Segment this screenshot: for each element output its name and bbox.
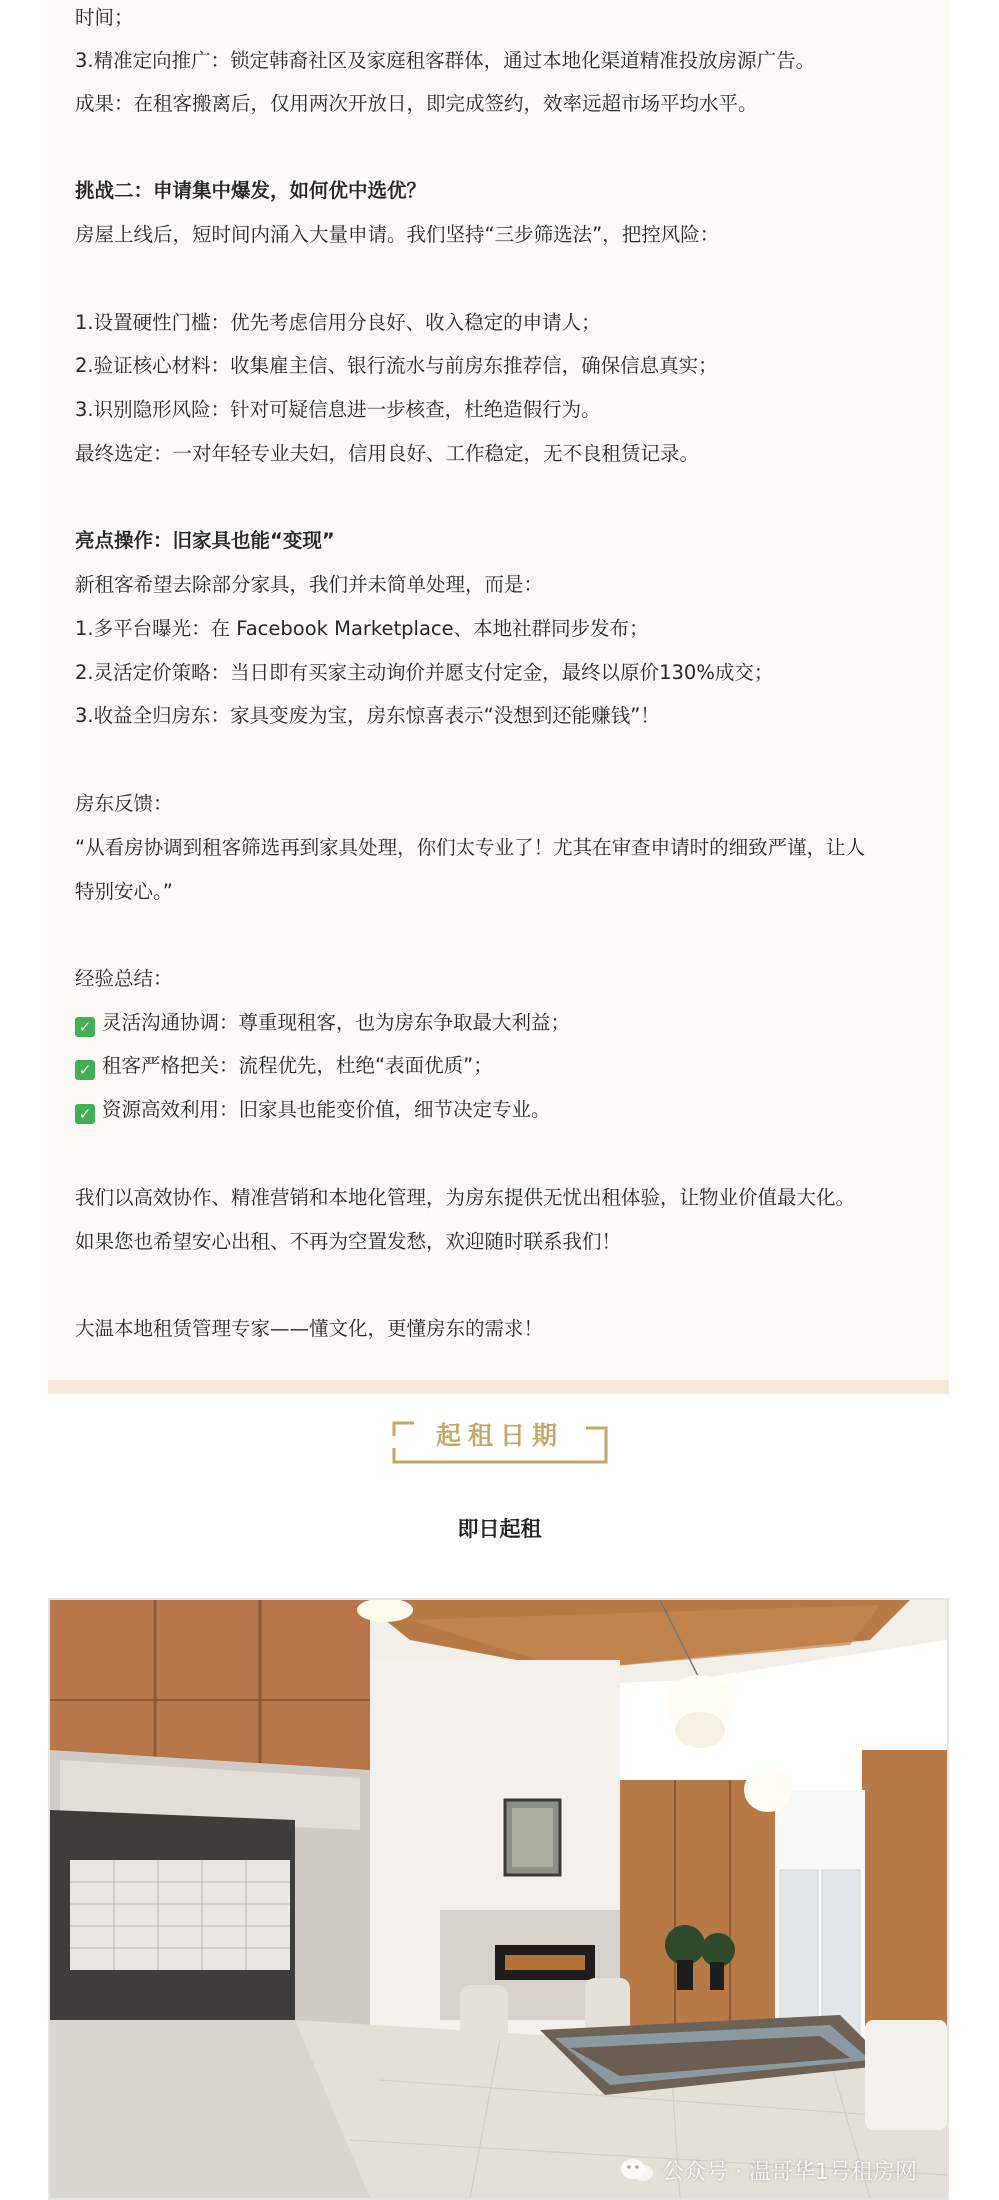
watermark xyxy=(620,2154,917,2186)
list-item: 2.验证核心材料：收集雇主信、银行流水与前房东推荐信，确保信息真实； xyxy=(75,354,718,377)
checklist-item xyxy=(75,1008,570,1038)
list-item: 3.识别隐形风险：针对可疑信息进一步核查，杜绝造假行为。 xyxy=(75,398,601,421)
article-line: 最终选定：一对年轻专业夫妇，信用良好、工作稳定，无不良租赁记录。 xyxy=(75,442,700,465)
check-mark-icon: ✓ xyxy=(75,1017,95,1037)
watermark-text: 公众号 · 温哥华1号租房网 xyxy=(662,2159,917,2185)
article-line: 成果：在租客搬离后，仅用两次开放日，即完成签约，效率远超市场平均水平。 xyxy=(75,92,758,115)
article-line: 时间； xyxy=(75,6,134,29)
list-item: 3.收益全归房东：家具变废为宝，房东惊喜表示“没想到还能赚钱”！ xyxy=(75,704,660,727)
lobby-photo xyxy=(48,1598,949,2200)
article-line: 大温本地租赁管理专家——懂文化，更懂房东的需求！ xyxy=(75,1317,544,1340)
section-heading: 挑战二：申请集中爆发，如何优中选优？ xyxy=(75,179,427,202)
checklist-text: 资源高效利用：旧家具也能变价值，细节决定专业。 xyxy=(102,1098,551,1121)
list-item: 1.设置硬性门槛：优先考虑信用分良好、收入稳定的申请人； xyxy=(75,311,601,334)
quote-line: “从看房协调到租客筛选再到家具处理，你们太专业了！尤其在审查申请时的细致严谨，让人 xyxy=(75,836,866,859)
wechat-icon xyxy=(620,2158,654,2182)
list-item: 2.灵活定价策略：当日即有买家主动询价并愿支付定金，最终以原价130%成交； xyxy=(75,661,774,684)
rent-start-value: 即日起租 xyxy=(457,1517,542,1541)
section-divider xyxy=(48,1380,949,1394)
check-mark-icon: ✓ xyxy=(75,1104,95,1124)
article-line: 我们以高效协作、精准营销和本地化管理，为房东提供无忧出租体验，让物业价值最大化。 xyxy=(75,1186,856,1209)
checklist-item xyxy=(75,1051,493,1081)
article-line: 房屋上线后，短时间内涌入大量申请。我们坚持“三步筛选法”，把控风险： xyxy=(75,223,720,246)
checklist-item xyxy=(75,1095,551,1125)
checklist-text: 灵活沟通协调：尊重现租客，也为房东争取最大利益； xyxy=(102,1011,571,1034)
article-line: 经验总结： xyxy=(75,967,173,990)
article-line: 新租客希望去除部分家具，我们并未简单处理，而是： xyxy=(75,573,544,596)
check-mark-icon: ✓ xyxy=(75,1060,95,1080)
section-heading: 亮点操作：旧家具也能“变现” xyxy=(75,529,335,552)
quote-line: 特别安心。” xyxy=(75,880,173,903)
list-item: 1.多平台曝光：在 Facebook Marketplace、本地社群同步发布； xyxy=(75,617,649,640)
article-line: 房东反馈： xyxy=(75,792,173,815)
section-title-frame xyxy=(392,1418,608,1464)
section-title: 起租日期 xyxy=(435,1421,564,1450)
article-line: 如果您也希望安心出租、不再为空置发愁，欢迎随时联系我们！ xyxy=(75,1230,622,1253)
lobby-illustration xyxy=(50,1600,947,2198)
article-line: 3.精准定向推广：锁定韩裔社区及家庭租客群体，通过本地化渠道精准投放房源广告。 xyxy=(75,49,816,72)
checklist-text: 租客严格把关：流程优先，杜绝“表面优质”； xyxy=(102,1054,493,1077)
article-body xyxy=(48,0,949,1380)
